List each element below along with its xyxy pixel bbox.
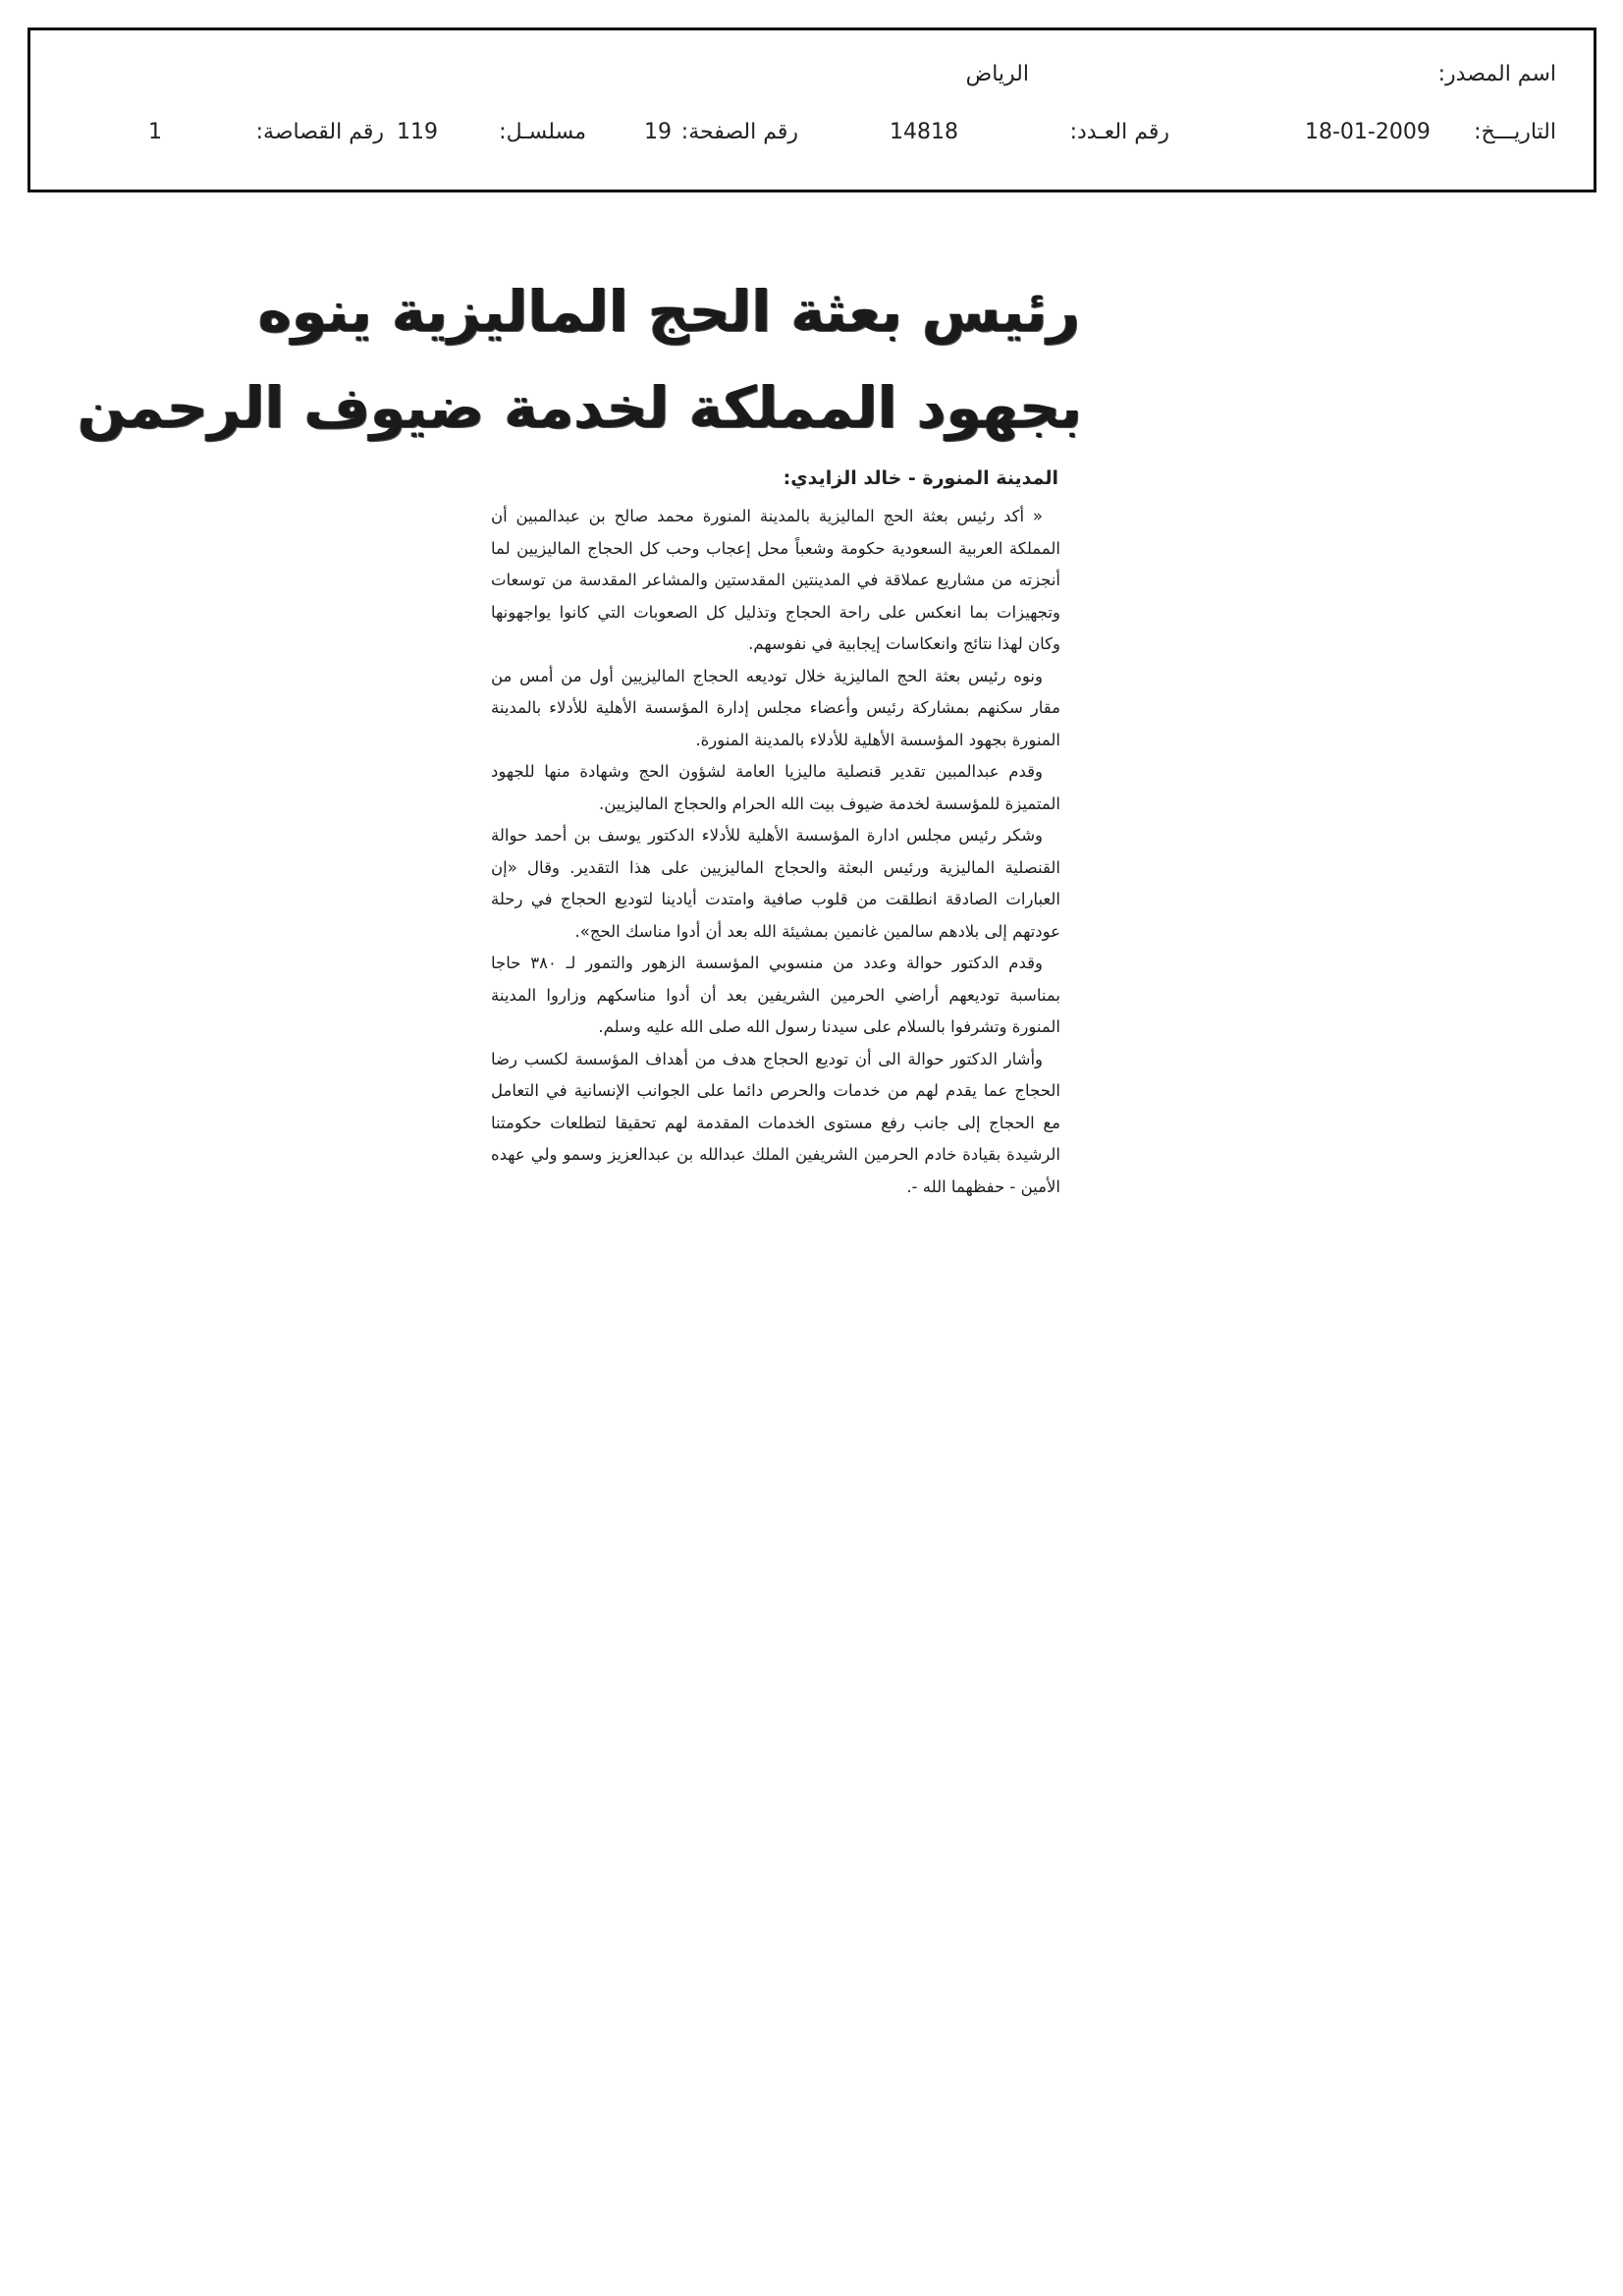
headline-line-2: بجهود المملكة لخدمة ضيوف الرحمن — [77, 374, 1082, 441]
issue-value: 14818 — [890, 120, 958, 144]
clip-value: 1 — [148, 120, 162, 144]
headline-line-1: رئيس بعثة الحج الماليزية ينوه — [257, 278, 1080, 345]
article-paragraph: ونوه رئيس بعثة الحج الماليزية خلال توديعه الحجاج الماليزيين أول من أمس من مقار سكنهم بمشاركة رئيس وأعضاء مجلس إدارة المؤسسة الأهلية للأدلاء بالمدينة المنورة بجهود المؤسسة الأهلية للأدلاء بالمدينة المنورة. — [491, 666, 1060, 749]
article-paragraph: وقدم الدكتور حوالة وعدد من منسوبي المؤسسة الزهور والتمور لـ ٣٨٠ حاجا بمناسبة توديعهم أراضي الحرمين الشريفين بعد أن أدوا مناسكهم وزاروا المدينة المنورة وتشرفوا بالسلام على سيدنا رسول الله صلى الله عليه وسلم. — [491, 954, 1060, 1036]
byline: المدينة المنورة - خالد الزايدي: — [783, 467, 1058, 489]
date-label: التاريـــخ: — [1474, 120, 1556, 144]
source-value: الرياض — [965, 62, 1029, 86]
article-body — [491, 501, 1060, 1203]
article-paragraph: وأشار الدكتور حوالة الى أن توديع الحجاج هدف من أهداف المؤسسة لكسب رضا الحجاج عما يقدم لهم من خدمات والحرص دائما على الجوانب الإنسانية في التعامل مع الحجاج إلى جانب رفع مستوى الخدمات المقدمة لهم تحقيقا لتطلعات حكومتنا الرشيدة بقيادة خادم الحرمين الشريفين الملك عبدالله بن عبدالعزيز وسمو ولي عهده الأمين - حفظهما الله -. — [491, 1049, 1060, 1196]
issue-label: رقم العـدد: — [1069, 120, 1169, 144]
serial-value: 119 — [397, 120, 438, 144]
clip-label: رقم القصاصة: — [255, 120, 384, 144]
serial-label: مسلسـل: — [499, 120, 586, 144]
article-paragraph: وقدم عبدالمبين تقدير قنصلية ماليزيا العامة لشؤون الحج وشهادة منها للجهود المتميزة للمؤسسة لخدمة ضيوف بيت الله الحرام والحجاج الماليزيين. — [491, 762, 1060, 813]
source-label: اسم المصدر: — [1437, 62, 1556, 86]
clipping-info-box — [27, 27, 1596, 192]
page-value: 19 — [644, 120, 672, 144]
date-value: 18-01-2009 — [1305, 120, 1431, 144]
article-paragraph: وشكر رئيس مجلس ادارة المؤسسة الأهلية للأدلاء الدكتور يوسف بن أحمد حوالة القنصلية الماليزية ورئيس البعثة والحجاج الماليزيين على هذا التقدير. وقال «إن العبارات الصادقة انطلقت من قلوب صافية وامتدت أيادينا لتوديع الحجاج في رحلة عودتهم إلى بلادهم سالمين غانمين بمشيئة الله بعد أن أدوا مناسك الحج». — [491, 826, 1060, 941]
page-label: رقم الصفحة: — [680, 120, 798, 144]
article-paragraph: « أكد رئيس بعثة الحج الماليزية بالمدينة المنورة محمد صالح بن عبدالمبين أن المملكة العربية السعودية حكومة وشعباً محل إعجاب وحب كل الحجاج الماليزيين لما أنجزته من مشاريع عملاقة في المدينتين المقدستين والمشاعر المقدسة من توسعات وتجهيزات بما انعكس على راحة الحجاج وتذليل كل الصعوبات التي كانوا يواجهونها وكان لهذا نتائج وانعكاسات إيجابية في نفوسهم. — [491, 507, 1060, 653]
